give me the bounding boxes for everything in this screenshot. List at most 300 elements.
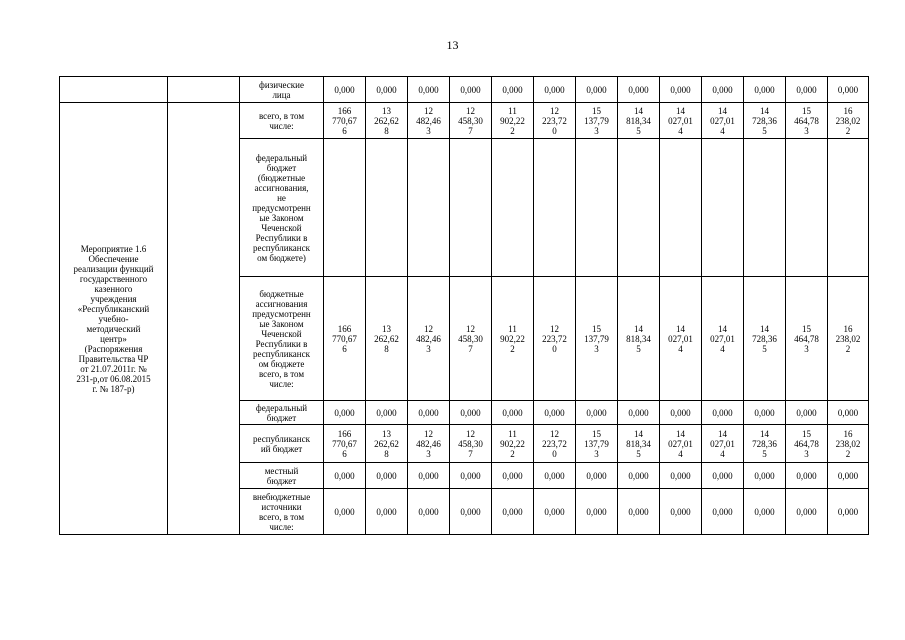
measure-description-line: центр» <box>100 333 127 344</box>
value-cell <box>828 277 869 401</box>
value-line: 14 <box>760 428 769 439</box>
value-line: 0,000 <box>418 470 439 481</box>
value-line: 482,46 <box>416 438 441 449</box>
value-line: 3 <box>426 448 431 459</box>
funding-source-line: Чеченской <box>261 222 302 233</box>
value-line: 12 <box>550 323 559 334</box>
value-cell <box>786 489 828 535</box>
value-line: 0,000 <box>334 470 355 481</box>
value-cell <box>660 77 702 103</box>
value-line: 728,36 <box>752 115 777 126</box>
funding-source-line: предусмотренн <box>252 202 311 213</box>
value-line: 13 <box>382 428 391 439</box>
value-line: 2 <box>510 448 515 459</box>
value-cell <box>324 139 366 277</box>
value-line: 464,78 <box>794 438 819 449</box>
value-cell <box>492 489 534 535</box>
value-cell <box>702 425 744 463</box>
value-line: 14 <box>676 323 685 334</box>
funding-source-line: (бюджетные <box>257 172 306 183</box>
value-line: 027,01 <box>710 115 735 126</box>
value-line: 0,000 <box>460 506 481 517</box>
value-line: 5 <box>762 125 767 136</box>
value-line: 464,78 <box>794 333 819 344</box>
value-cell <box>534 401 576 425</box>
value-line: 13 <box>382 105 391 116</box>
value-line: 15 <box>592 323 601 334</box>
value-line: 0,000 <box>418 84 439 95</box>
value-line: 166 <box>337 105 352 116</box>
value-cell <box>828 425 869 463</box>
value-line: 0,000 <box>376 407 397 418</box>
value-cell <box>828 401 869 425</box>
value-line: 12 <box>424 428 433 439</box>
value-cell <box>408 139 450 277</box>
value-line: 137,79 <box>584 438 609 449</box>
value-line: 5 <box>762 448 767 459</box>
value-line: 0,000 <box>376 84 397 95</box>
value-line: 0,000 <box>628 506 649 517</box>
value-cell <box>366 139 408 277</box>
value-line: 13 <box>382 323 391 334</box>
value-line: 0,000 <box>796 84 817 95</box>
value-cell <box>450 401 492 425</box>
value-line: 027,01 <box>710 333 735 344</box>
value-line: 12 <box>466 323 475 334</box>
value-line: 0,000 <box>460 84 481 95</box>
value-line: 262,62 <box>374 438 399 449</box>
value-line: 4 <box>720 448 725 459</box>
value-cell <box>702 463 744 489</box>
funding-source-cell <box>240 489 324 535</box>
value-cell <box>786 463 828 489</box>
measure-description-line: «Республиканский <box>77 303 150 314</box>
value-line: 7 <box>468 448 473 459</box>
value-cell <box>786 277 828 401</box>
value-line: 0,000 <box>670 407 691 418</box>
executor-cell <box>168 103 240 535</box>
measure-description-line: г. № 187-р) <box>92 383 135 394</box>
value-line: 223,72 <box>542 115 567 126</box>
value-line: 0,000 <box>670 84 691 95</box>
value-line: 0,000 <box>754 470 775 481</box>
funding-source-line: Чеченской <box>261 328 302 339</box>
value-line: 6 <box>342 448 347 459</box>
value-line: 770,67 <box>332 333 357 344</box>
value-line: 0,000 <box>754 407 775 418</box>
value-cell <box>744 139 786 277</box>
value-line: 262,62 <box>374 333 399 344</box>
value-line: 2 <box>510 343 515 354</box>
value-line: 2 <box>845 343 851 354</box>
value-line: 4 <box>720 343 725 354</box>
value-line: 166 <box>337 323 352 334</box>
value-cell <box>534 77 576 103</box>
funding-source-line: ые Законом <box>259 318 304 329</box>
value-line: 14 <box>718 323 727 334</box>
value-line: 728,36 <box>752 333 777 344</box>
measure-description-line: Мероприятие 1.6 <box>80 243 147 254</box>
funding-source-line: бюджет <box>266 475 297 486</box>
value-cell <box>786 139 828 277</box>
value-cell <box>576 463 618 489</box>
value-line: 902,22 <box>500 115 525 126</box>
measure-description-line: от 21.07.2011г. № <box>80 363 147 374</box>
value-line: 0 <box>552 343 557 354</box>
value-line: 15 <box>592 428 601 439</box>
value-line: 3 <box>594 125 599 136</box>
value-line: 0,000 <box>334 506 355 517</box>
measure-description-line: учреждения <box>90 293 137 304</box>
value-line: 6 <box>342 125 347 136</box>
value-line: 0,000 <box>376 470 397 481</box>
value-cell <box>660 139 702 277</box>
funding-source-line: предусмотренн <box>252 308 311 319</box>
value-cell <box>366 489 408 535</box>
value-line: 0,000 <box>754 506 775 517</box>
value-cell <box>576 139 618 277</box>
value-line: 15 <box>802 105 811 116</box>
value-cell <box>492 139 534 277</box>
value-line: 15 <box>802 428 811 439</box>
value-cell <box>660 277 702 401</box>
value-line: 770,67 <box>332 115 357 126</box>
value-line: 0,000 <box>544 506 565 517</box>
funding-source-line: ом бюджете) <box>257 252 306 263</box>
value-line: 12 <box>466 105 475 116</box>
value-cell <box>744 401 786 425</box>
value-line: 3 <box>804 448 809 459</box>
value-line: 482,46 <box>416 333 441 344</box>
value-line: 4 <box>678 125 683 136</box>
value-cell <box>366 103 408 139</box>
funding-source-cell <box>240 103 324 139</box>
value-line: 5 <box>636 448 641 459</box>
funding-source-cell <box>240 425 324 463</box>
value-line: 14 <box>634 105 643 116</box>
value-line: 14 <box>676 105 685 116</box>
measure-description-line: реализации функций <box>73 263 154 274</box>
page-number: 13 <box>446 38 459 52</box>
value-line: 0,000 <box>544 84 565 95</box>
funding-source-line: местный <box>264 465 299 476</box>
value-line: 0,000 <box>796 407 817 418</box>
value-line: 2 <box>845 125 851 136</box>
value-line: 0,000 <box>376 506 397 517</box>
value-line: 0 <box>552 448 557 459</box>
value-cell <box>576 77 618 103</box>
measure-description-line: Обеспечение <box>88 253 139 264</box>
value-line: 14 <box>676 428 685 439</box>
value-line: 902,22 <box>500 438 525 449</box>
value-cell <box>702 103 744 139</box>
funding-source-line: ассигнования, <box>254 182 309 193</box>
value-cell <box>366 277 408 401</box>
value-cell <box>618 277 660 401</box>
value-line: 14 <box>718 105 727 116</box>
value-cell <box>450 425 492 463</box>
value-cell <box>492 77 534 103</box>
funding-source-line: лица <box>272 89 291 100</box>
funding-source-line: республиканск <box>253 348 310 359</box>
budget-table <box>59 76 869 535</box>
value-line: 8 <box>384 125 389 136</box>
value-cell <box>618 425 660 463</box>
measure-description-line: (Распоряжения <box>84 343 143 354</box>
value-cell <box>576 401 618 425</box>
value-cell <box>324 277 366 401</box>
value-line: 0,000 <box>670 470 691 481</box>
value-line: 0,000 <box>712 506 733 517</box>
value-line: 0,000 <box>544 470 565 481</box>
value-line: 0,000 <box>460 407 481 418</box>
value-cell <box>450 489 492 535</box>
value-cell <box>408 463 450 489</box>
funding-source-line: внебюджетные <box>252 491 311 502</box>
value-line: 0,000 <box>544 407 565 418</box>
value-line: 0,000 <box>754 84 775 95</box>
value-line: 4 <box>720 125 725 136</box>
value-cell <box>660 401 702 425</box>
value-cell <box>660 463 702 489</box>
value-cell <box>576 425 618 463</box>
value-line: 464,78 <box>794 115 819 126</box>
value-line: 2 <box>510 125 515 136</box>
value-line: 0,000 <box>670 506 691 517</box>
value-line: 14 <box>634 323 643 334</box>
value-cell <box>744 489 786 535</box>
value-cell <box>828 463 869 489</box>
value-cell <box>408 401 450 425</box>
value-cell <box>408 77 450 103</box>
value-line: 14 <box>760 105 769 116</box>
value-line: 12 <box>424 105 433 116</box>
funding-source-line: республиканск <box>253 242 310 253</box>
funding-source-line: не <box>277 192 286 203</box>
value-line: 11 <box>508 323 517 334</box>
value-line: 0,000 <box>837 84 859 95</box>
value-cell <box>366 77 408 103</box>
value-cell <box>324 463 366 489</box>
value-line: 15 <box>592 105 601 116</box>
value-cell <box>450 139 492 277</box>
measure-description-line: государственного <box>79 273 148 284</box>
value-cell <box>576 103 618 139</box>
value-cell <box>450 77 492 103</box>
prev-measure-cell <box>60 77 168 103</box>
value-cell <box>702 401 744 425</box>
value-cell <box>618 463 660 489</box>
funding-source-line: бюджет <box>266 412 297 423</box>
value-line: 0,000 <box>502 84 523 95</box>
value-cell <box>534 489 576 535</box>
funding-source-cell <box>240 77 324 103</box>
value-line: 3 <box>594 343 599 354</box>
value-line: 3 <box>804 125 809 136</box>
value-cell <box>492 401 534 425</box>
value-cell <box>408 425 450 463</box>
funding-source-line: Республики в <box>255 338 308 349</box>
value-cell <box>618 401 660 425</box>
value-cell <box>702 489 744 535</box>
value-line: 0,000 <box>796 470 817 481</box>
funding-source-cell <box>240 463 324 489</box>
value-line: 223,72 <box>542 333 567 344</box>
value-line: 0,000 <box>628 84 649 95</box>
value-line: 223,72 <box>542 438 567 449</box>
value-line: 238,02 <box>835 333 861 344</box>
funding-source-line: республиканск <box>253 433 310 444</box>
value-line: 728,36 <box>752 438 777 449</box>
value-cell <box>744 425 786 463</box>
value-line: 3 <box>594 448 599 459</box>
measure-description-line: Правительства ЧР <box>78 353 149 364</box>
value-line: 818,34 <box>626 333 651 344</box>
value-line: 6 <box>342 343 347 354</box>
funding-source-line: числе: <box>269 521 294 532</box>
value-cell <box>324 425 366 463</box>
value-cell <box>660 103 702 139</box>
value-cell <box>366 401 408 425</box>
value-line: 11 <box>508 428 517 439</box>
value-line: 7 <box>468 125 473 136</box>
value-cell <box>534 277 576 401</box>
funding-source-line: ий бюджет <box>260 443 303 454</box>
value-cell <box>786 77 828 103</box>
value-line: 12 <box>424 323 433 334</box>
funding-source-line: всего, в том <box>258 110 305 121</box>
value-cell <box>618 139 660 277</box>
value-line: 12 <box>466 428 475 439</box>
value-line: 0,000 <box>712 470 733 481</box>
funding-source-line: ом бюджете <box>258 358 305 369</box>
value-line: 16 <box>843 105 853 116</box>
value-cell <box>408 489 450 535</box>
value-line: 0,000 <box>502 407 523 418</box>
funding-source-line: всего, в том <box>258 511 305 522</box>
funding-source-line: Республики в <box>255 232 308 243</box>
value-line: 0,000 <box>796 506 817 517</box>
value-cell <box>492 277 534 401</box>
value-line: 0,000 <box>628 407 649 418</box>
funding-source-line: бюджетные <box>259 288 304 299</box>
value-cell <box>450 277 492 401</box>
funding-source-line: источники <box>261 501 302 512</box>
value-cell <box>786 401 828 425</box>
value-line: 0,000 <box>418 407 439 418</box>
funding-source-cell <box>240 139 324 277</box>
value-line: 5 <box>762 343 767 354</box>
measure-description-line: методический <box>86 323 141 334</box>
funding-source-line: федеральный <box>255 152 308 163</box>
value-line: 818,34 <box>626 438 651 449</box>
funding-source-line: ые Законом <box>259 212 304 223</box>
value-line: 027,01 <box>668 115 693 126</box>
value-cell <box>618 103 660 139</box>
value-line: 0,000 <box>334 84 355 95</box>
value-cell <box>744 277 786 401</box>
value-line: 027,01 <box>668 333 693 344</box>
value-line: 16 <box>843 323 853 334</box>
funding-source-cell <box>240 401 324 425</box>
value-cell <box>408 103 450 139</box>
funding-source-line: числе: <box>269 378 294 389</box>
value-line: 3 <box>426 125 431 136</box>
value-cell <box>534 139 576 277</box>
value-cell <box>828 139 869 277</box>
value-line: 7 <box>468 343 473 354</box>
value-line: 5 <box>636 343 641 354</box>
funding-source-cell <box>240 277 324 401</box>
value-line: 0,000 <box>586 506 607 517</box>
value-line: 0,000 <box>502 506 523 517</box>
value-cell <box>534 425 576 463</box>
funding-source-line: бюджет <box>266 162 297 173</box>
value-line: 4 <box>678 448 683 459</box>
executor-cell <box>168 77 240 103</box>
value-line: 12 <box>550 105 559 116</box>
value-line: 0,000 <box>502 470 523 481</box>
value-line: 0,000 <box>837 407 859 418</box>
value-cell <box>786 103 828 139</box>
measure-description <box>60 103 168 535</box>
value-line: 0,000 <box>586 470 607 481</box>
value-line: 14 <box>760 323 769 334</box>
value-line: 0,000 <box>837 470 859 481</box>
value-cell <box>660 489 702 535</box>
value-cell <box>702 277 744 401</box>
value-cell <box>492 425 534 463</box>
value-line: 8 <box>384 343 389 354</box>
value-line: 0,000 <box>460 470 481 481</box>
funding-source-line: всего, в том <box>258 368 305 379</box>
table-row <box>60 77 869 103</box>
funding-source-line: ассигнования <box>255 298 308 309</box>
measure-description-line: 231-р,от 06.08.2015 <box>76 373 151 384</box>
value-line: 0,000 <box>712 84 733 95</box>
value-cell <box>408 277 450 401</box>
value-cell <box>576 277 618 401</box>
value-cell <box>492 463 534 489</box>
value-line: 0,000 <box>837 506 859 517</box>
value-line: 2 <box>845 448 851 459</box>
value-cell <box>618 77 660 103</box>
value-line: 3 <box>426 343 431 354</box>
value-line: 262,62 <box>374 115 399 126</box>
value-line: 0,000 <box>586 84 607 95</box>
measure-description-line: казенного <box>94 283 133 294</box>
value-cell <box>828 103 869 139</box>
value-line: 458,30 <box>458 438 483 449</box>
value-cell <box>702 77 744 103</box>
value-line: 137,79 <box>584 115 609 126</box>
value-line: 0,000 <box>712 407 733 418</box>
value-line: 0 <box>552 125 557 136</box>
value-line: 12 <box>550 428 559 439</box>
funding-source-line: федеральный <box>255 402 308 413</box>
value-line: 3 <box>804 343 809 354</box>
value-cell <box>576 489 618 535</box>
value-cell <box>450 103 492 139</box>
value-line: 238,02 <box>835 438 861 449</box>
value-line: 4 <box>678 343 683 354</box>
value-line: 166 <box>337 428 352 439</box>
value-cell <box>366 425 408 463</box>
value-line: 0,000 <box>586 407 607 418</box>
value-cell <box>534 103 576 139</box>
value-line: 027,01 <box>710 438 735 449</box>
value-line: 458,30 <box>458 115 483 126</box>
